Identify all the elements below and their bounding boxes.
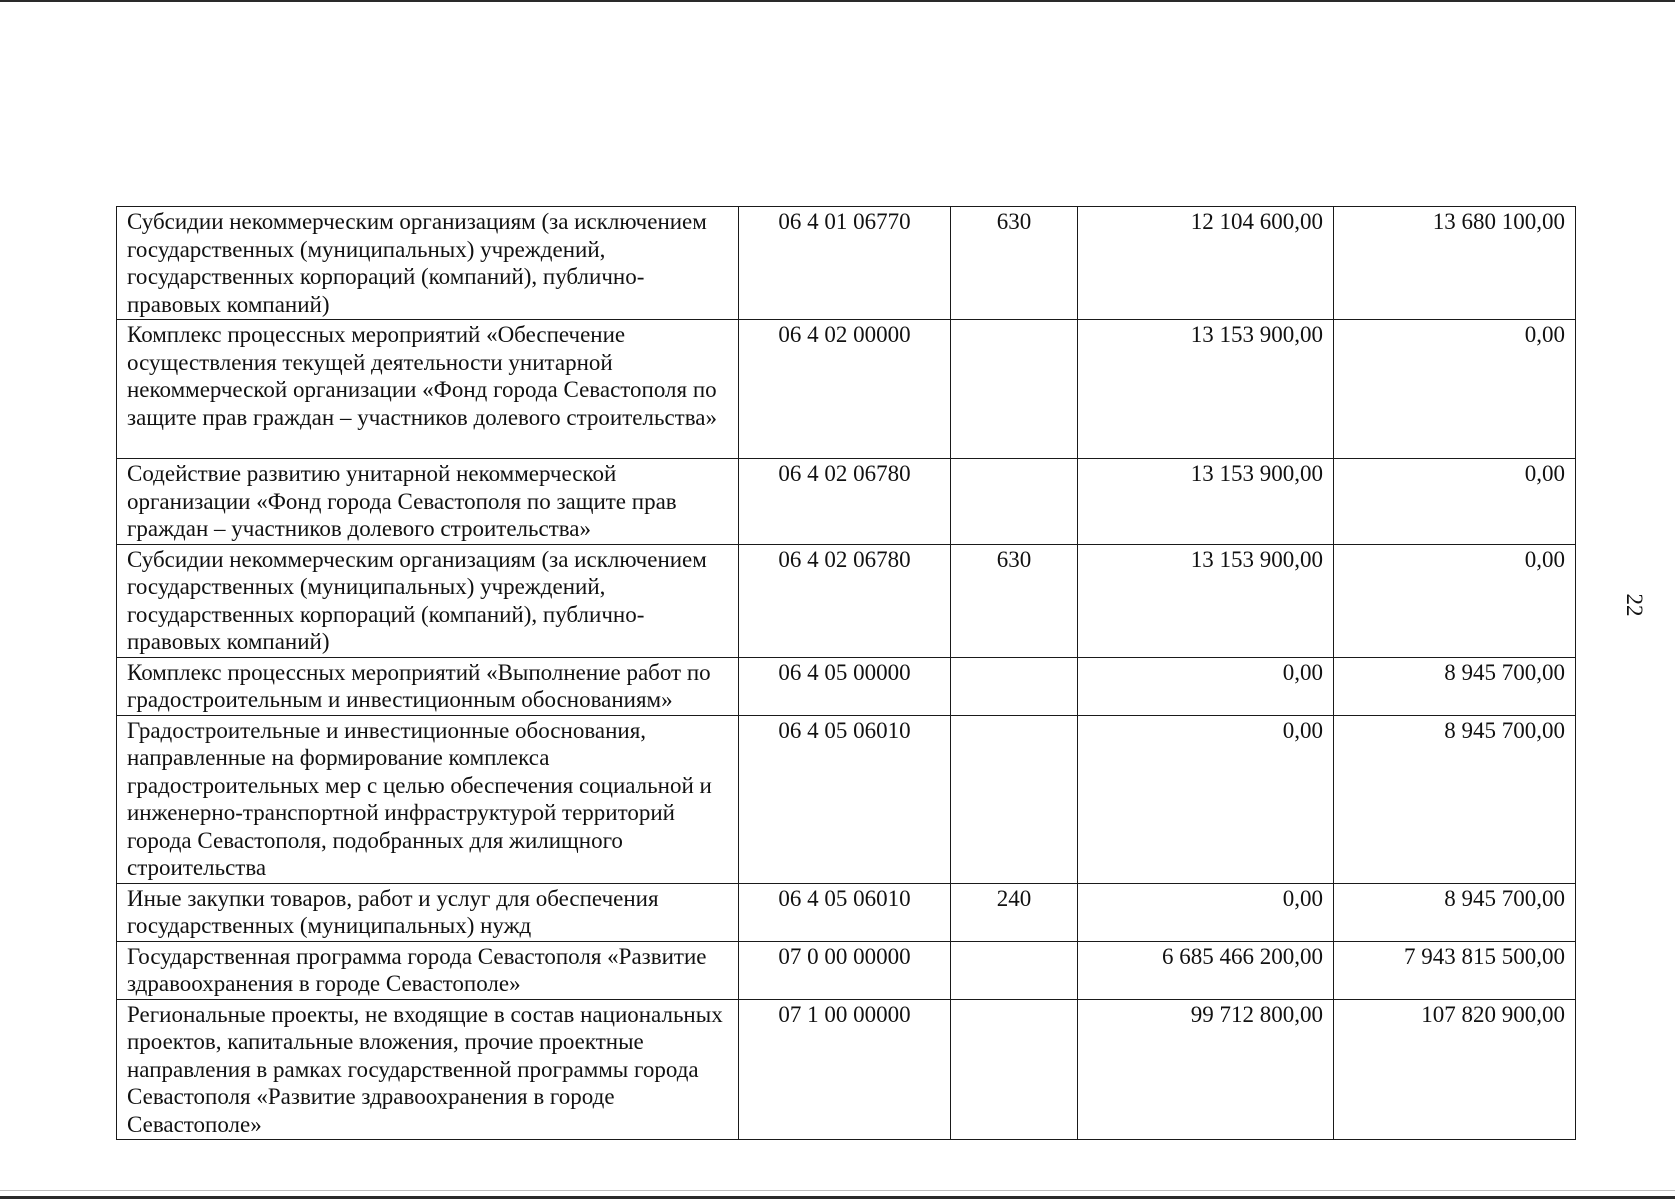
table-row <box>117 207 1576 320</box>
row-vr-cell <box>951 941 1078 999</box>
row-csr-cell: 06 4 02 06780 <box>739 544 951 657</box>
scan-edge-bottom <box>0 1196 1675 1199</box>
row-sum1-cell: 13 153 900,00 <box>1078 320 1334 459</box>
row-sum2-cell: 13 680 100,00 <box>1334 207 1576 320</box>
row-sum2-cell: 7 943 815 500,00 <box>1334 941 1576 999</box>
row-csr-cell: 07 0 00 00000 <box>739 941 951 999</box>
row-name-cell: Субсидии некоммерческим организациям (за исключением государственных (муниципальных) учреждений, государственных корпораций (компаний), публично-правовых компаний) <box>117 544 739 657</box>
row-csr-cell: 06 4 05 06010 <box>739 883 951 941</box>
row-vr-cell <box>951 657 1078 715</box>
page-number: 22 <box>1622 593 1647 617</box>
row-sum2-cell: 8 945 700,00 <box>1334 657 1576 715</box>
table-row <box>117 657 1576 715</box>
row-name-cell: Содействие развитию унитарной некоммерческой организации «Фонд города Севастополя по защите прав граждан – участников долевого строительства» <box>117 459 739 545</box>
row-sum1-cell: 13 153 900,00 <box>1078 544 1334 657</box>
row-sum2-cell: 0,00 <box>1334 459 1576 545</box>
row-sum2-cell: 0,00 <box>1334 544 1576 657</box>
row-sum1-cell: 0,00 <box>1078 883 1334 941</box>
row-csr-cell: 06 4 05 06010 <box>739 715 951 883</box>
budget-table-body <box>117 207 1576 1140</box>
row-name-cell: Комплекс процессных мероприятий «Выполнение работ по градостроительным и инвестиционным обоснованиям» <box>117 657 739 715</box>
scan-edge-bottom-faint <box>0 1190 1675 1191</box>
row-name-cell: Государственная программа города Севастополя «Развитие здравоохранения в городе Севастополе» <box>117 941 739 999</box>
row-csr-cell: 06 4 01 06770 <box>739 207 951 320</box>
row-vr-cell <box>951 715 1078 883</box>
row-sum2-cell: 0,00 <box>1334 320 1576 459</box>
row-sum2-cell: 107 820 900,00 <box>1334 999 1576 1140</box>
row-vr-cell: 240 <box>951 883 1078 941</box>
scan-edge-top <box>0 0 1675 2</box>
row-name-cell: Региональные проекты, не входящие в состав национальных проектов, капитальные вложения, прочие проектные направления в рамках государственной программы города Севастополя «Развитие здравоохранения в городе Севастополе» <box>117 999 739 1140</box>
row-sum2-cell: 8 945 700,00 <box>1334 715 1576 883</box>
table-row <box>117 459 1576 545</box>
row-name-cell: Иные закупки товаров, работ и услуг для обеспечения государственных (муниципальных) нужд <box>117 883 739 941</box>
row-vr-cell <box>951 999 1078 1140</box>
row-sum1-cell: 6 685 466 200,00 <box>1078 941 1334 999</box>
row-name-cell: Субсидии некоммерческим организациям (за исключением государственных (муниципальных) учреждений, государственных корпораций (компаний), публично-правовых компаний) <box>117 207 739 320</box>
row-vr-cell <box>951 459 1078 545</box>
row-sum1-cell: 99 712 800,00 <box>1078 999 1334 1140</box>
row-name-cell: Комплекс процессных мероприятий «Обеспечение осуществления текущей деятельности унитарной некоммерческой организации «Фонд города Севастополя по защите прав граждан – участников долевого строительства» <box>117 320 739 459</box>
budget-table <box>116 206 1576 1140</box>
row-csr-cell: 06 4 05 00000 <box>739 657 951 715</box>
row-sum2-cell: 8 945 700,00 <box>1334 883 1576 941</box>
row-csr-cell: 07 1 00 00000 <box>739 999 951 1140</box>
table-row <box>117 883 1576 941</box>
row-sum1-cell: 13 153 900,00 <box>1078 459 1334 545</box>
row-sum1-cell: 0,00 <box>1078 715 1334 883</box>
row-vr-cell: 630 <box>951 207 1078 320</box>
row-name-cell: Градостроительные и инвестиционные обоснования, направленные на формирование комплекса градостроительных мер с целью обеспечения социальной и инженерно-транспортной инфраструктурой территорий города Севастополя, подобранных для жилищного строительства <box>117 715 739 883</box>
table-row <box>117 715 1576 883</box>
row-csr-cell: 06 4 02 00000 <box>739 320 951 459</box>
table-row <box>117 999 1576 1140</box>
row-vr-cell <box>951 320 1078 459</box>
row-sum1-cell: 0,00 <box>1078 657 1334 715</box>
row-sum1-cell: 12 104 600,00 <box>1078 207 1334 320</box>
table-row <box>117 941 1576 999</box>
table-row <box>117 320 1576 459</box>
table-row <box>117 544 1576 657</box>
row-csr-cell: 06 4 02 06780 <box>739 459 951 545</box>
row-vr-cell: 630 <box>951 544 1078 657</box>
